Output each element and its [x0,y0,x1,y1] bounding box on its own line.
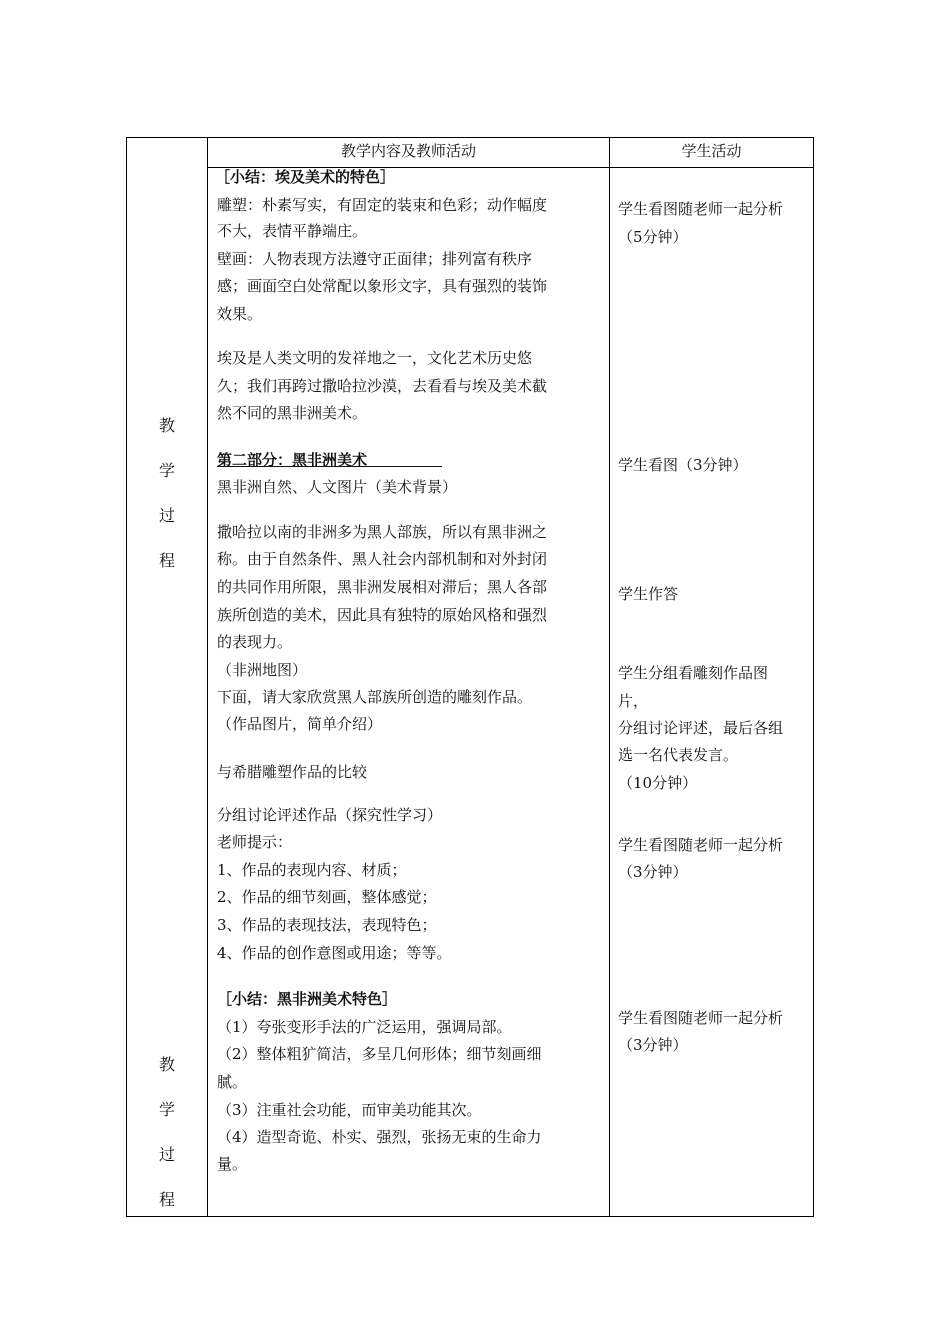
text-line: （1）夸张变形手法的广泛运用，强调局部。 [217,1018,512,1036]
text-line: 的表现力。 [217,633,293,651]
text-line: 2、作品的细节刻画，整体感觉； [217,888,437,906]
text-line: 1、作品的表现内容、材质； [217,861,407,879]
student-line: （10分钟） [618,774,698,792]
text-line: 然不同的黑非洲美术。 [217,404,368,422]
section-heading: 第二部分：黑非洲美术 [217,451,443,469]
column-divider [609,138,610,1216]
text-line: 与希腊雕塑作品的比较 [217,763,368,781]
header-student-activity: 学生活动 [681,142,742,160]
text-line: 分组讨论评述作品（探究性学习） [217,806,443,824]
text-line: 老师提示： [217,833,293,851]
side-label-teaching-process: 教 学 过 程 [158,416,175,570]
text-line: 效果。 [217,305,263,323]
text-line: 撒哈拉以南的非洲多为黑人部族，所以有黑非洲之 [217,523,548,541]
text-line: （作品图片，简单介绍） [217,715,383,733]
text-line: 不大，表情平静端庄。 [217,222,368,240]
text-line: 量。 [217,1155,248,1173]
text-line: （4）造型奇诡、朴实、强烈，张扬无束的生命力 [217,1128,542,1146]
column-divider [207,138,208,1216]
text-line: 族所创造的美术，因此具有独特的原始风格和强烈 [217,606,548,624]
student-line: （3分钟） [618,863,688,881]
text-line: 腻。 [217,1073,248,1091]
text-line: 3、作品的表现技法，表现特色； [217,916,437,934]
text-line: 4、作品的创作意图或用途；等等。 [217,944,452,962]
student-line: 学生看图（3分钟） [618,456,748,474]
student-line: 片， [618,692,649,710]
side-label-teaching-process: 教 学 过 程 [158,1055,175,1209]
text-line: 黑非洲自然、人文图片（美术背景） [217,478,458,496]
student-line: 学生看图随老师一起分析 [618,200,784,218]
text-line: 的共同作用所限，黑非洲发展相对滞后；黑人各部 [217,578,548,596]
header-teacher-activity: 教学内容及教师活动 [340,142,476,160]
text-line: 雕塑：朴素写实，有固定的装束和色彩；动作幅度 [217,196,548,214]
student-line: 学生看图随老师一起分析 [618,1009,784,1027]
student-line: 学生作答 [618,585,679,603]
summary-heading: ［小结：黑非洲美术特色］ [217,990,398,1008]
text-line: 称。由于自然条件、黑人社会内部机制和对外封闭 [217,550,548,568]
student-line: （3分钟） [618,1036,688,1054]
summary-heading: ［小结：埃及美术的特色］ [215,168,396,186]
text-line: 感；画面空白处常配以象形文字，具有强烈的装饰 [217,277,548,295]
student-line: 分组讨论评述，最后各组 [618,719,784,737]
text-line: （3）注重社会功能，而审美功能其次。 [217,1101,482,1119]
text-line: 埃及是人类文明的发祥地之一，文化艺术历史悠 [217,349,533,367]
student-line: 学生看图随老师一起分析 [618,836,784,854]
text-line: 久；我们再跨过撒哈拉沙漠，去看看与埃及美术截 [217,377,548,395]
lesson-table [126,137,814,1217]
student-line: 选一名代表发言。 [618,746,739,764]
text-line: （非洲地图） [217,661,308,679]
text-line: 壁画：人物表现方法遵守正面律；排列富有秩序 [217,250,533,268]
student-line: 学生分组看雕刻作品图 [618,664,769,682]
student-line: （5分钟） [618,228,688,246]
text-line: 下面，请大家欣赏黑人部族所创造的雕刻作品。 [217,688,533,706]
text-line: （2）整体粗犷简洁，多呈几何形体；细节刻画细 [217,1045,542,1063]
